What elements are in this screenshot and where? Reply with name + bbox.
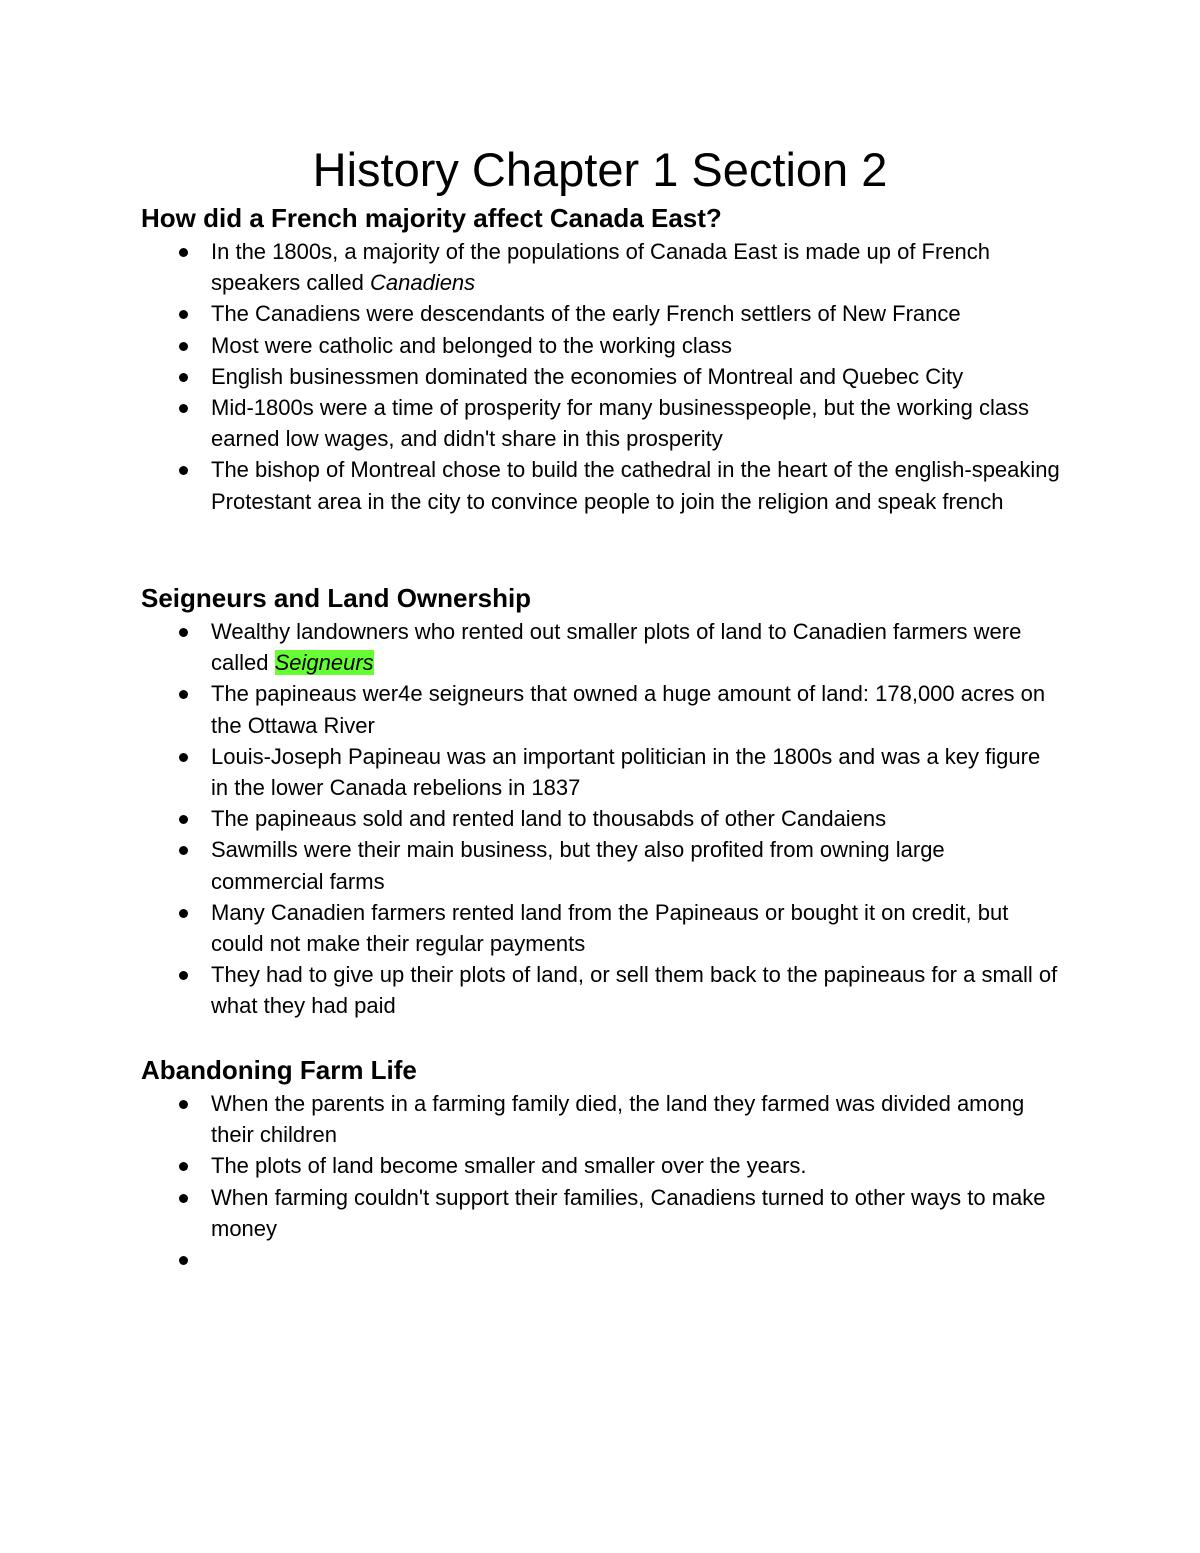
bullet-icon [179,1100,188,1109]
list-item [141,1182,1061,1244]
list-item [141,330,1061,361]
highlighted-term: Seigneurs [274,650,374,676]
bullet-icon [179,846,188,855]
bullet-icon [179,971,188,980]
section-french-majority [141,200,1061,517]
list-item [141,834,1061,896]
list-item [141,454,1061,516]
bullet-icon [179,1162,188,1171]
list-item-text: When farming couldn't support their families, Canadiens turned to other ways to make money [211,1184,1046,1241]
bullet-icon [179,466,188,475]
list-item-text: They had to give up their plots of land, or sell them back to the papineaus for a small of what they had paid [211,962,1058,1019]
bullet-list [141,236,1061,517]
list-item-text: The papineaus sold and rented land to thousabds of other Candaiens [211,806,887,832]
bullet-icon [179,909,188,918]
bullet-icon [179,404,188,413]
bullet-icon [179,310,188,319]
bullet-icon [179,690,188,699]
list-item-text: Most were catholic and belonged to the working class [211,332,732,358]
section-seigneurs [141,580,1061,1022]
list-item [141,803,1061,834]
list-item [141,1150,1061,1181]
list-item-text: Louis-Joseph Papineau was an important politician in the 1800s and was a key figure in the lower Canada rebelions in 1837 [211,743,1041,801]
list-item-text: Wealthy landowners who rented out smaller plots of land to Canadien farmers were called [211,619,1022,676]
bullet-icon [179,815,188,824]
list-item-text: The bishop of Montreal chose to build the cathedral in the heart of the english-speaking Protestant area in the city to convince people to join the religion and speak french [211,457,1060,514]
document-title: History Chapter 1 Section 2 [312,143,888,196]
list-item [141,361,1061,392]
section-heading: How did a French majority affect Canada East? [141,203,722,233]
bullet-icon [179,248,188,257]
section-heading: Abandoning Farm Life [141,1055,417,1085]
bullet-icon [179,753,188,762]
italic-term: Canadiens [369,270,476,296]
bullet-icon [179,628,188,637]
list-item-text: Mid-1800s were a time of prosperity for many businesspeople, but the working class earned low wages, and didn't share in this prosperity [211,395,1030,452]
list-item-text: Many Canadien farmers rented land from the Papineaus or bought it on credit, but could not make their regular payments [211,899,1009,957]
list-item-text: The plots of land become smaller and smaller over the years. [211,1153,807,1179]
bullet-icon [179,1194,188,1203]
bullet-icon [179,1256,188,1265]
section-heading: Seigneurs and Land Ownership [141,583,532,613]
list-item-text: The Canadiens were descendants of the early French settlers of New France [211,301,961,327]
bullet-list [141,1088,1061,1275]
list-item-text: When the parents in a farming family died, the land they farmed was divided among their children [211,1091,1025,1148]
bullet-icon [179,373,188,382]
list-item-text: In the 1800s, a majority of the populations of Canada East is made up of French speakers called [211,239,991,296]
list-item [141,741,1061,803]
bullet-list [141,616,1061,1022]
list-item-text: The papineaus wer4e seigneurs that owned a huge amount of land: 178,000 acres on the Ottawa River [211,681,1046,738]
list-item-empty [141,1244,1061,1275]
list-item [141,897,1061,959]
list-item [141,236,1061,298]
bullet-icon [179,342,188,351]
list-item-text: Sawmills were their main business, but they also profited from owning large commercial farms [211,837,945,894]
list-item [141,616,1061,678]
list-item-text: English businessmen dominated the economies of Montreal and Quebec City [211,363,964,389]
list-item [141,298,1061,329]
list-item [141,678,1061,740]
list-item [141,392,1061,454]
section-abandoning-farm-life [141,1052,1061,1275]
list-item [141,959,1061,1021]
list-item [141,1088,1061,1150]
